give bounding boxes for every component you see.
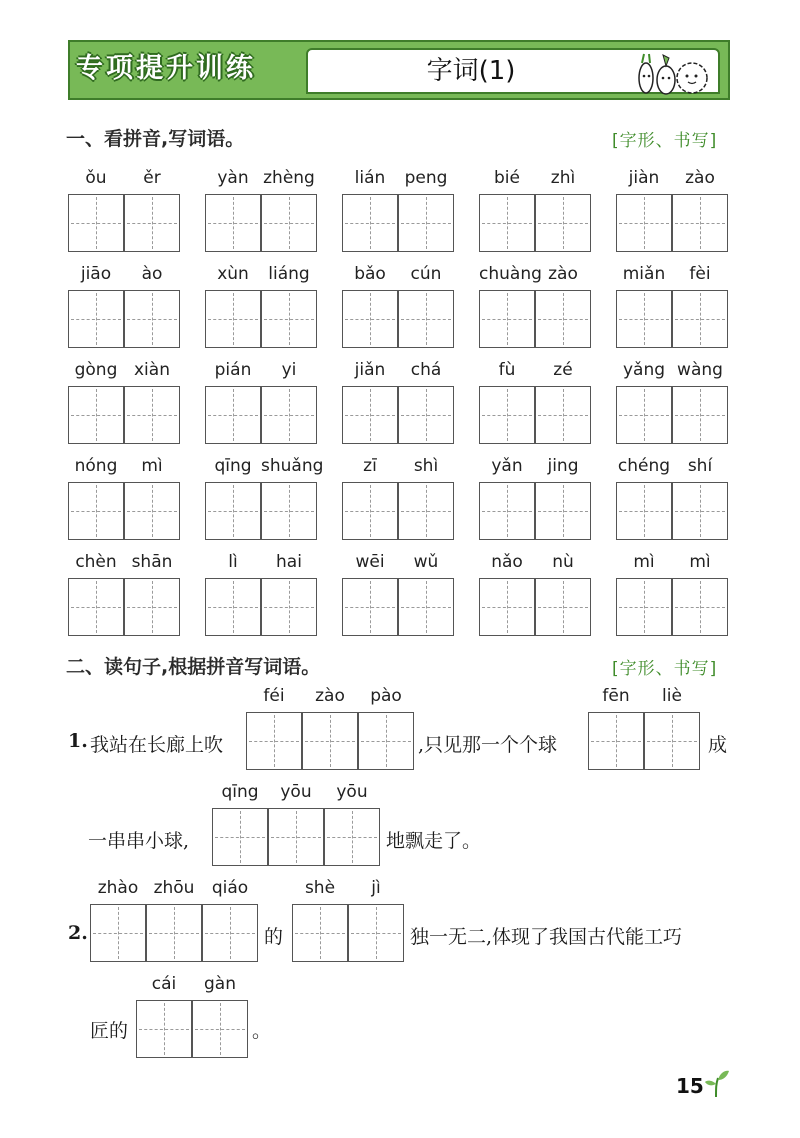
word-item-writing-box[interactable] xyxy=(398,386,454,444)
word-item-writing-box[interactable] xyxy=(68,194,124,252)
question2-blank-a-writing-box[interactable] xyxy=(90,904,146,962)
question1-text-b: ,只见那一个个球 xyxy=(418,734,558,756)
question2-blank-b-pinyin: jì xyxy=(371,878,381,898)
word-item-pinyin: cún xyxy=(410,264,442,284)
question1-text-c: 成 xyxy=(708,734,728,756)
word-item-pinyin: yi xyxy=(281,360,297,380)
word-item-writing-box[interactable] xyxy=(672,194,728,252)
word-item-pinyin: jiàn xyxy=(628,168,660,188)
word-item-pinyin: zī xyxy=(363,456,377,476)
word-item-pinyin: ěr xyxy=(143,168,161,188)
word-item-pinyin: chá xyxy=(410,360,442,380)
question1-blank-b-writing-box[interactable] xyxy=(588,712,644,770)
word-item-writing-box[interactable] xyxy=(68,482,124,540)
word-item-pinyin: fù xyxy=(498,360,516,380)
word-item-writing-box[interactable] xyxy=(124,194,180,252)
word-item-writing-box[interactable] xyxy=(398,290,454,348)
word-item-pinyin: shì xyxy=(413,456,439,476)
word-item-writing-box[interactable] xyxy=(342,386,398,444)
word-item-writing-box[interactable] xyxy=(205,482,261,540)
word-item-pinyin: mì xyxy=(141,456,163,476)
question1-text-a: 我站在长廊上吹 xyxy=(90,734,224,756)
question1-blank-c-pinyin: yōu xyxy=(336,782,368,802)
question2-blank-b-writing-box[interactable] xyxy=(348,904,404,962)
word-item-writing-box[interactable] xyxy=(479,290,535,348)
word-item-pinyin: bǎo xyxy=(354,264,386,284)
word-item-writing-box[interactable] xyxy=(205,290,261,348)
word-item-writing-box[interactable] xyxy=(261,482,317,540)
word-item-pinyin: jing xyxy=(547,456,579,476)
word-item-writing-box[interactable] xyxy=(261,290,317,348)
question1-blank-b-pinyin: liè xyxy=(662,686,682,706)
question2-text-d: 。 xyxy=(252,1020,272,1042)
word-item-pinyin: nóng xyxy=(74,456,118,476)
word-item-pinyin: mì xyxy=(633,552,655,572)
question1-blank-b-writing-box[interactable] xyxy=(644,712,700,770)
word-item-writing-box[interactable] xyxy=(124,290,180,348)
word-item-writing-box[interactable] xyxy=(124,482,180,540)
word-item-writing-box[interactable] xyxy=(398,482,454,540)
word-item-writing-box[interactable] xyxy=(616,482,672,540)
word-item-writing-box[interactable] xyxy=(205,194,261,252)
series-label: 专项提升训练 xyxy=(76,53,256,84)
question2-blank-b-pinyin: shè xyxy=(304,878,336,898)
question2-blank-b-writing-box[interactable] xyxy=(292,904,348,962)
question1-blank-c-writing-box[interactable] xyxy=(324,808,380,866)
word-item-writing-box[interactable] xyxy=(616,290,672,348)
question2-text-a: 的 xyxy=(264,926,284,948)
word-item-writing-box[interactable] xyxy=(205,386,261,444)
question1-number: 1. xyxy=(68,730,88,752)
question2-blank-c-writing-box[interactable] xyxy=(192,1000,248,1058)
section2-title: 二、读句子,根据拼音写词语。 xyxy=(66,656,321,678)
word-item-pinyin: nǎo xyxy=(491,552,523,572)
word-item-pinyin: chèn xyxy=(75,552,117,572)
word-item-writing-box[interactable] xyxy=(672,386,728,444)
question1-blank-a-pinyin: pào xyxy=(370,686,402,706)
word-item-writing-box[interactable] xyxy=(479,482,535,540)
question1-blank-a-writing-box[interactable] xyxy=(246,712,302,770)
word-item-pinyin: lián xyxy=(354,168,386,188)
word-item-pinyin: mì xyxy=(689,552,711,572)
word-item-pinyin: miǎn xyxy=(622,264,666,284)
question1-blank-a-writing-box[interactable] xyxy=(302,712,358,770)
question2-number: 2. xyxy=(68,922,88,944)
question1-blank-c-pinyin: qīng xyxy=(221,782,259,802)
word-item-pinyin: xiàn xyxy=(134,360,170,380)
word-item-pinyin: ào xyxy=(141,264,163,284)
word-item-pinyin: chuàng xyxy=(479,264,542,284)
question1-blank-c-writing-box[interactable] xyxy=(212,808,268,866)
word-item-writing-box[interactable] xyxy=(398,578,454,636)
word-item-writing-box[interactable] xyxy=(342,290,398,348)
question2-blank-c-writing-box[interactable] xyxy=(136,1000,192,1058)
word-item-writing-box[interactable] xyxy=(68,386,124,444)
word-item-pinyin: zào xyxy=(548,264,578,284)
question1-blank-a-pinyin: zào xyxy=(315,686,345,706)
word-item-pinyin: wǔ xyxy=(413,552,439,572)
word-item-writing-box[interactable] xyxy=(535,290,591,348)
section1-tag: [字形、书写] xyxy=(612,131,718,151)
word-item-pinyin: zào xyxy=(685,168,715,188)
word-item-pinyin: jiǎn xyxy=(354,360,386,380)
word-item-writing-box[interactable] xyxy=(672,578,728,636)
word-item-writing-box[interactable] xyxy=(205,578,261,636)
word-item-pinyin: pián xyxy=(214,360,252,380)
word-item-pinyin: fèi xyxy=(689,264,711,284)
word-item-writing-box[interactable] xyxy=(672,482,728,540)
word-item-writing-box[interactable] xyxy=(479,194,535,252)
word-item-pinyin: qīng xyxy=(214,456,252,476)
word-item-writing-box[interactable] xyxy=(68,578,124,636)
question1-blank-a-pinyin: féi xyxy=(263,686,285,706)
vegetable-mascot-icon xyxy=(632,52,714,96)
word-item-pinyin: chéng xyxy=(617,456,671,476)
word-item-writing-box[interactable] xyxy=(124,386,180,444)
word-item-pinyin: gòng xyxy=(74,360,118,380)
question2-blank-c-pinyin: cái xyxy=(151,974,177,994)
word-item-writing-box[interactable] xyxy=(535,194,591,252)
question1-text-e: 地飘走了。 xyxy=(386,830,482,852)
word-item-writing-box[interactable] xyxy=(616,578,672,636)
word-item-pinyin: xùn xyxy=(217,264,249,284)
page-title: 字词(1) xyxy=(426,56,516,86)
word-item-writing-box[interactable] xyxy=(261,194,317,252)
word-item-pinyin: yǎn xyxy=(491,456,523,476)
question1-blank-b-pinyin: fēn xyxy=(602,686,630,706)
word-item-pinyin: shuǎng xyxy=(261,456,324,476)
question1-blank-c-pinyin: yōu xyxy=(280,782,312,802)
question1-blank-a-writing-box[interactable] xyxy=(358,712,414,770)
word-item-pinyin: hai xyxy=(276,552,302,572)
word-item-pinyin: yǎng xyxy=(622,360,666,380)
word-item-writing-box[interactable] xyxy=(261,578,317,636)
word-item-pinyin: zé xyxy=(553,360,573,380)
word-item-pinyin: liáng xyxy=(268,264,310,284)
question2-blank-a-pinyin: qiáo xyxy=(211,878,249,898)
question1-blank-c-writing-box[interactable] xyxy=(268,808,324,866)
word-item-pinyin: jiāo xyxy=(80,264,112,284)
word-item-pinyin: peng xyxy=(404,168,448,188)
sprout-icon xyxy=(704,1068,730,1098)
word-item-pinyin: lì xyxy=(228,552,238,572)
word-item-pinyin: yàn xyxy=(217,168,249,188)
word-item-writing-box[interactable] xyxy=(535,386,591,444)
question2-blank-c-pinyin: gàn xyxy=(204,974,236,994)
word-item-pinyin: bié xyxy=(494,168,520,188)
word-item-pinyin: ǒu xyxy=(85,168,107,188)
word-item-writing-box[interactable] xyxy=(479,578,535,636)
word-item-writing-box[interactable] xyxy=(616,194,672,252)
word-item-pinyin: zhì xyxy=(550,168,576,188)
question2-blank-a-pinyin: zhào xyxy=(97,878,139,898)
word-item-writing-box[interactable] xyxy=(261,386,317,444)
word-item-writing-box[interactable] xyxy=(342,194,398,252)
section2-tag: [字形、书写] xyxy=(612,659,718,679)
question2-text-b: 独一无二,体现了我国古代能工巧 xyxy=(410,926,683,948)
question2-blank-a-writing-box[interactable] xyxy=(202,904,258,962)
question2-blank-a-pinyin: zhōu xyxy=(153,878,195,898)
word-item-pinyin: nù xyxy=(552,552,574,572)
word-item-writing-box[interactable] xyxy=(68,290,124,348)
word-item-writing-box[interactable] xyxy=(479,386,535,444)
word-item-writing-box[interactable] xyxy=(616,386,672,444)
word-item-pinyin: shān xyxy=(131,552,173,572)
word-item-pinyin: wàng xyxy=(677,360,723,380)
question1-text-d: 一串串小球, xyxy=(88,830,190,852)
question2-text-c: 匠的 xyxy=(90,1020,129,1042)
word-item-pinyin: wēi xyxy=(355,552,385,572)
word-item-writing-box[interactable] xyxy=(342,578,398,636)
word-item-writing-box[interactable] xyxy=(535,578,591,636)
question2-blank-a-writing-box[interactable] xyxy=(146,904,202,962)
page-number: 15 xyxy=(676,1074,704,1098)
word-item-writing-box[interactable] xyxy=(124,578,180,636)
word-item-writing-box[interactable] xyxy=(342,482,398,540)
word-item-pinyin: shí xyxy=(687,456,713,476)
word-item-pinyin: zhèng xyxy=(263,168,315,188)
word-item-writing-box[interactable] xyxy=(398,194,454,252)
word-item-writing-box[interactable] xyxy=(535,482,591,540)
word-item-writing-box[interactable] xyxy=(672,290,728,348)
section1-title: 一、看拼音,写词语。 xyxy=(66,128,245,150)
